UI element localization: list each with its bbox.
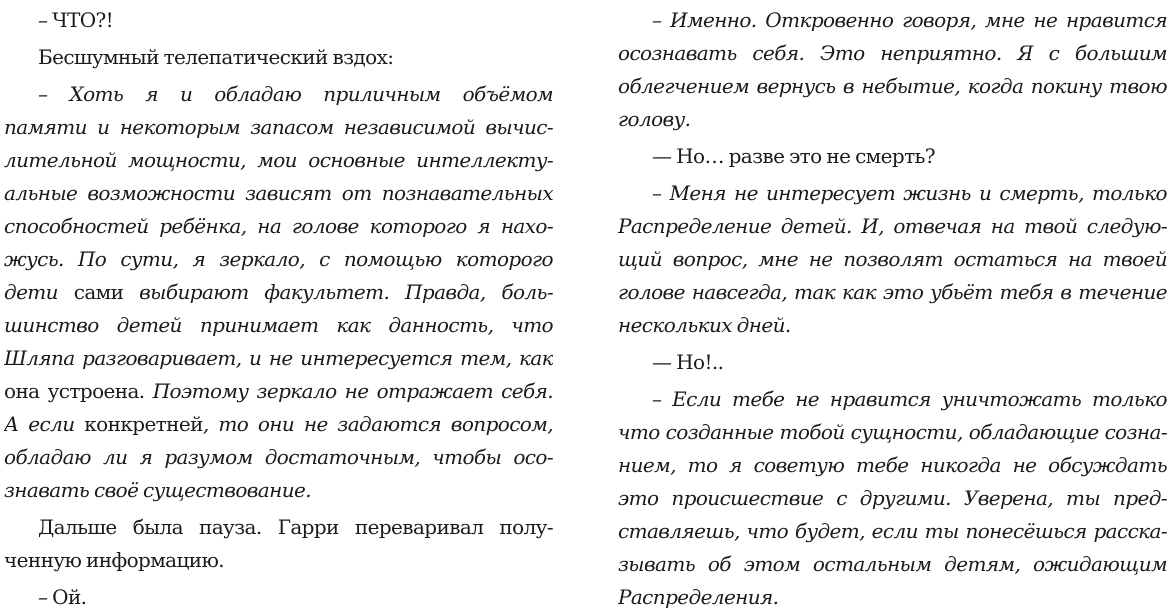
italic-text-run: это происшествие с другими. Уверена, ты пред- xyxy=(618,486,1167,510)
text-line xyxy=(4,474,553,507)
text-line xyxy=(4,342,553,375)
text-line xyxy=(4,111,553,144)
text-run: она устроена. xyxy=(4,379,145,403)
text-line xyxy=(618,70,1167,103)
text-run: конкретней xyxy=(84,412,203,436)
italic-text-run: голову. xyxy=(618,107,691,131)
text-line xyxy=(4,511,553,544)
italic-text-run: нескольких дней. xyxy=(618,313,791,337)
text-line xyxy=(4,309,553,342)
text-line xyxy=(618,383,1167,416)
italic-text-run: дети xyxy=(4,280,74,304)
italic-text-run: Распределение детей. И, отвечая на твой следую- xyxy=(618,214,1167,238)
text-line xyxy=(618,449,1167,482)
text-line xyxy=(4,276,553,309)
text-line xyxy=(618,548,1167,581)
text-run: – ЧТО?! xyxy=(38,8,114,32)
text-line xyxy=(4,544,553,577)
text-line xyxy=(618,581,1167,614)
italic-text-run: , то они не задаются вопросом, xyxy=(202,412,553,436)
italic-text-run: способностей ребёнка, на голове которого я нахо- xyxy=(4,214,553,238)
italic-text-run: Поэтому зеркало не отражает себя. xyxy=(144,379,553,403)
text-line xyxy=(4,581,553,614)
text-line xyxy=(618,515,1167,548)
italic-text-run: – Именно. Откровенно говоря, мне не нравится xyxy=(652,8,1167,32)
italic-text-run: жусь. По сути, я зеркало, с помощью которого xyxy=(4,247,553,271)
text-line xyxy=(4,41,553,74)
italic-text-run: Распределения. xyxy=(618,585,779,609)
italic-text-run: шинство детей принимает как данность, что xyxy=(4,313,553,337)
italic-text-run: щий вопрос, мне не позволят остаться на твоей xyxy=(618,247,1167,271)
text-line xyxy=(4,144,553,177)
text-line xyxy=(618,243,1167,276)
italic-text-run: – Меня не интересует жизнь и смерть, только xyxy=(652,181,1167,205)
italic-text-run: ставляешь, что будет, если ты понесёшься расска- xyxy=(618,519,1167,543)
text-line xyxy=(618,416,1167,449)
italic-text-run: осознавать себя. Это неприятно. Я с большим xyxy=(618,41,1167,65)
text-line xyxy=(618,37,1167,70)
text-run: ченную информацию. xyxy=(4,548,225,572)
text-line xyxy=(4,210,553,243)
italic-text-run: нием, то я советую тебе никогда не обсуждать xyxy=(618,453,1167,477)
italic-text-run: – Хоть я и обладаю приличным объёмом xyxy=(38,82,553,106)
italic-text-run: Шляпа разговаривает, и не интересуется тем, как xyxy=(4,346,553,370)
text-run: — Но!.. xyxy=(652,350,724,374)
italic-text-run: голове навсегда, так как это убьёт тебя в течение xyxy=(618,280,1167,304)
right-text-column xyxy=(618,4,1167,614)
text-run: Бесшумный телепатический вздох: xyxy=(38,45,394,69)
italic-text-run: облегчением вернусь в небытие, когда покину твою xyxy=(618,74,1167,98)
text-line xyxy=(618,4,1167,37)
italic-text-run: знавать своё существование. xyxy=(4,478,311,502)
italic-text-run: памяти и некоторым запасом независимой вычис- xyxy=(4,115,553,139)
italic-text-run: А если xyxy=(4,412,85,436)
italic-text-run: альные возможности зависят от познавательных xyxy=(4,181,553,205)
text-run: Дальше была пауза. Гарри переваривал полу- xyxy=(38,515,553,539)
text-run: — Но… разве это не смерть? xyxy=(652,144,935,168)
left-text-column xyxy=(4,4,553,614)
text-line xyxy=(618,210,1167,243)
text-line xyxy=(4,243,553,276)
text-line xyxy=(4,78,553,111)
text-line xyxy=(4,408,553,441)
italic-text-run: лительной мощности, мои основные интеллекту- xyxy=(4,148,553,172)
text-line xyxy=(618,482,1167,515)
text-line xyxy=(618,103,1167,136)
italic-text-run: обладаю ли я разумом достаточным, чтобы осо- xyxy=(4,445,553,469)
text-line xyxy=(618,276,1167,309)
text-line xyxy=(4,177,553,210)
text-line xyxy=(4,4,553,37)
text-line xyxy=(618,309,1167,342)
text-run: сами xyxy=(73,280,124,304)
text-line xyxy=(618,140,1167,173)
italic-text-run: что созданные тобой сущности, обладающие созна- xyxy=(618,420,1167,444)
italic-text-run: – Если тебе не нравится уничтожать только xyxy=(652,387,1167,411)
italic-text-run: выбирают факультет. Правда, боль- xyxy=(123,280,553,304)
text-line xyxy=(4,441,553,474)
text-line xyxy=(618,346,1167,379)
italic-text-run: зывать об этом остальным детям, ожидающим xyxy=(618,552,1167,576)
text-line xyxy=(618,177,1167,210)
text-line xyxy=(4,375,553,408)
text-run: – Ой. xyxy=(38,585,87,609)
